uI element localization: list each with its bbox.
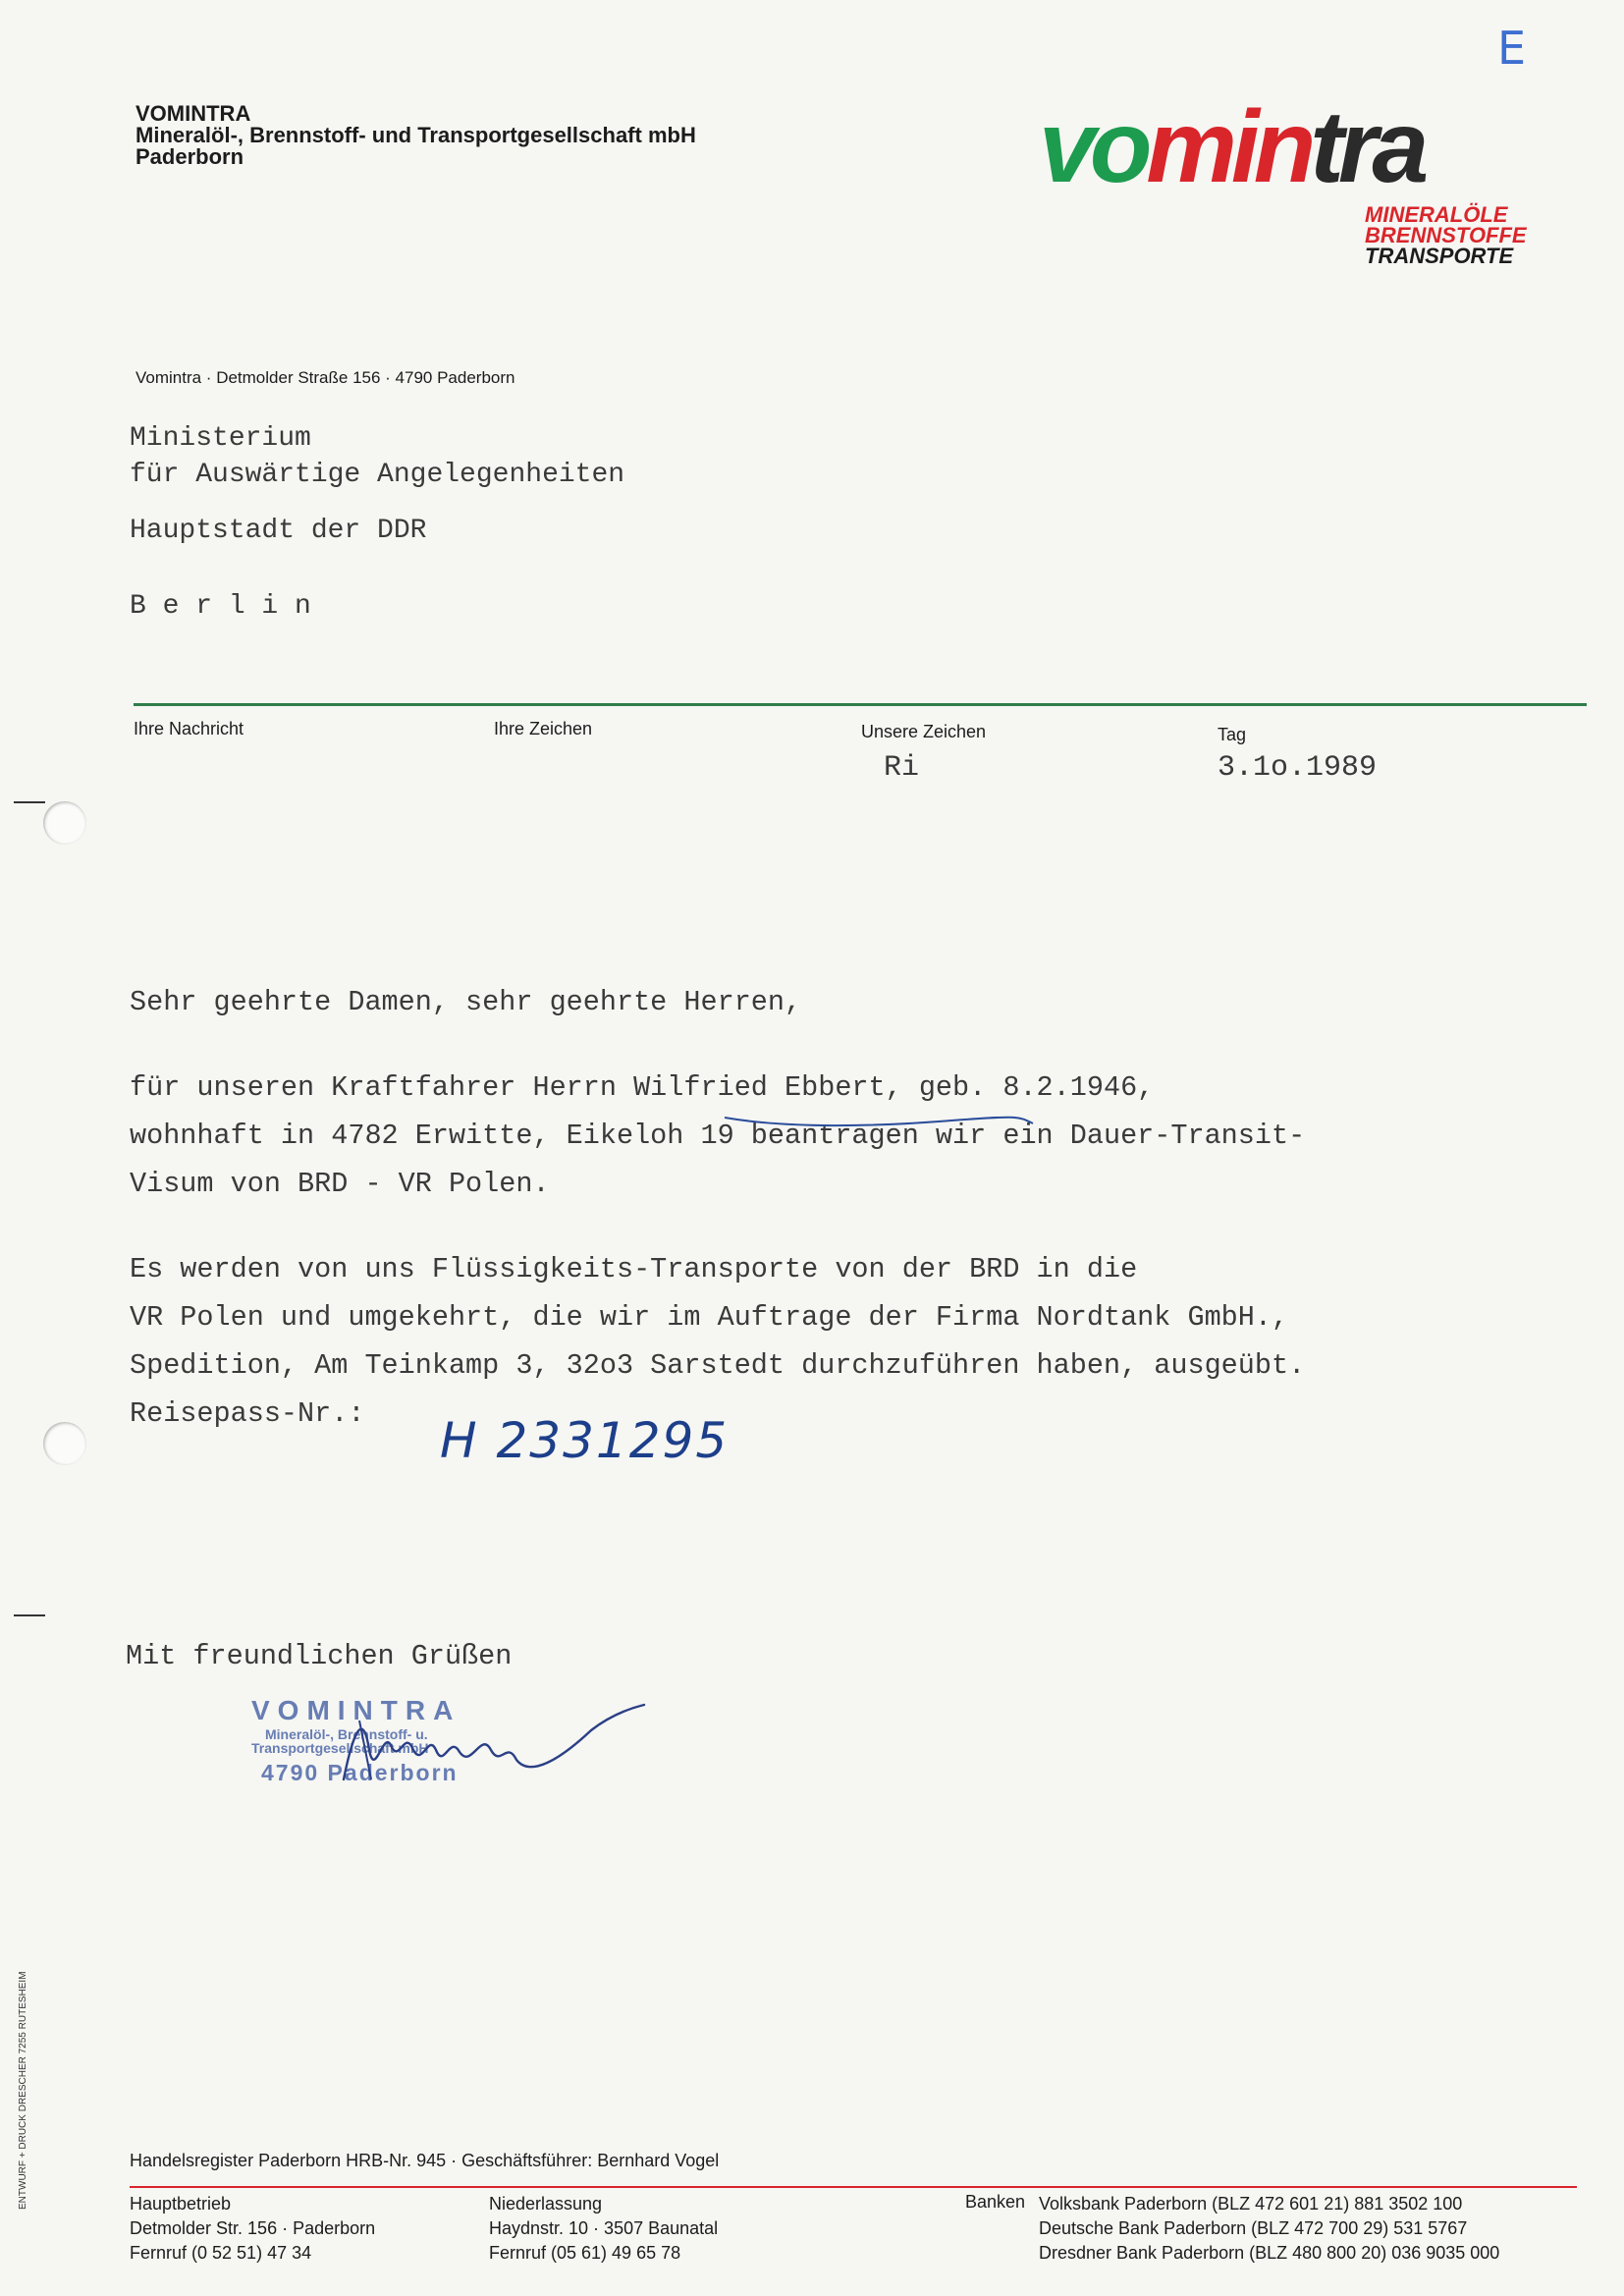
- fold-mark: [14, 801, 45, 803]
- handwritten-signature: [334, 1691, 648, 1799]
- recipient-line-3: Hauptstadt der DDR: [130, 516, 427, 546]
- logo-tag-mineraloele: MINERALÖLE: [1365, 202, 1508, 227]
- company-name: VOMINTRA: [135, 101, 251, 126]
- tag-value: 3.1o.1989: [1218, 751, 1378, 785]
- handwritten-mark: E: [1497, 22, 1527, 75]
- stamp-line-1: VOMINTRA: [251, 1695, 461, 1725]
- unsere-zeichen-label: Unsere Zeichen: [861, 722, 987, 741]
- bank-3: Dresdner Bank Paderborn (BLZ 480 800 20) 036 9035 000: [1039, 2243, 1500, 2263]
- stamp-line-3: Transportgesellschaft mbH: [251, 1740, 429, 1756]
- hq-phone: Fernruf (0 52 51) 47 34: [130, 2243, 312, 2263]
- headquarters-block: [130, 2192, 375, 2266]
- logo-tagline: [1365, 204, 1527, 266]
- recipient-line-4: B e r l i n: [130, 591, 311, 622]
- branch-title: Niederlassung: [489, 2194, 603, 2214]
- recipient-address: [130, 420, 624, 625]
- paragraph-2-line-3: Spedition, Am Teinkamp 3, 32o3 Sarstedt durchzuführen haben, ausgeübt.: [130, 1349, 1306, 1382]
- company-letterhead: [135, 103, 696, 168]
- banks-label: Banken: [965, 2192, 1026, 2212]
- tag-label: Tag: [1218, 725, 1247, 744]
- branch-phone: Fernruf (05 61) 49 65 78: [489, 2243, 681, 2263]
- paragraph-1-line-3: Visum von BRD - VR Polen.: [130, 1168, 550, 1200]
- recipient-line-1: Ministerium: [130, 423, 311, 454]
- logo-part-min: min: [1146, 90, 1311, 204]
- logo-part-vo: vo: [1039, 90, 1147, 204]
- hq-title: Hauptbetrieb: [130, 2194, 232, 2214]
- bank-1: Volksbank Paderborn (BLZ 472 601 21) 881 3502 100: [1039, 2194, 1463, 2214]
- branch-address: Haydnstr. 10 · 3507 Baunatal: [489, 2218, 719, 2238]
- bank-2: Deutsche Bank Paderborn (BLZ 472 700 29) 531 5767: [1039, 2218, 1468, 2238]
- passport-label: Reisepass-Nr.:: [130, 1397, 365, 1430]
- logo-tag-brennstoffe: BRENNSTOFFE: [1365, 223, 1527, 247]
- logo-tag-transporte: TRANSPORTE: [1365, 244, 1514, 268]
- stamp-line-4: 4790 Paderborn: [261, 1760, 459, 1785]
- salutation: Sehr geehrte Damen, sehr geehrte Herren,: [130, 986, 802, 1018]
- ihre-zeichen-label: Ihre Zeichen: [494, 719, 593, 738]
- paragraph-1-line-1: für unseren Kraftfahrer Herrn Wilfried Ebbert, geb. 8.2.1946,: [130, 1071, 1155, 1104]
- paragraph-1-line-2: wohnhaft in 4782 Erwitte, Eikeloh 19 beantragen wir ein Dauer-Transit-: [130, 1120, 1306, 1152]
- fold-mark: [14, 1614, 45, 1616]
- logo-part-tra: tra: [1310, 90, 1424, 204]
- vomintra-logo: [1039, 90, 1424, 204]
- punch-hole: [43, 1422, 86, 1465]
- company-city: Paderborn: [135, 144, 244, 169]
- handwritten-underline: [723, 1112, 1035, 1129]
- paragraph-2-line-2: VR Polen und umgekehrt, die wir im Auftrage der Firma Nordtank GmbH.,: [130, 1301, 1289, 1334]
- hq-address: Detmolder Str. 156 · Paderborn: [130, 2218, 376, 2238]
- sender-address-line: Vomintra · Detmolder Straße 156 · 4790 Paderborn: [135, 368, 515, 387]
- paragraph-2-line-1: Es werden von uns Flüssigkeits-Transporte von der BRD in die: [130, 1253, 1138, 1285]
- unsere-zeichen-value: Ri: [884, 751, 920, 785]
- punch-hole: [43, 801, 86, 845]
- reference-divider: [134, 703, 1587, 706]
- stamp-line-2: Mineralöl-, Brennstoff- u.: [265, 1726, 428, 1742]
- recipient-line-2: für Auswärtige Angelegenheiten: [130, 460, 625, 490]
- footer-divider: [130, 2186, 1577, 2188]
- commercial-register: Handelsregister Paderborn HRB-Nr. 945 · Geschäftsführer: Bernhard Vogel: [130, 2151, 720, 2170]
- printer-imprint: ENTWURF + DRUCK DRESCHER 7255 RUTESHEIM: [18, 1971, 28, 2210]
- passport-number-handwritten: H 2331295: [440, 1412, 730, 1469]
- banks-block: [1039, 2192, 1499, 2266]
- closing-greeting: Mit freundlichen Grüßen: [126, 1640, 513, 1672]
- branch-block: [489, 2192, 718, 2266]
- company-full-name: Mineralöl-, Brennstoff- und Transportgesellschaft mbH: [135, 123, 696, 147]
- ihre-nachricht-label: Ihre Nachricht: [134, 719, 244, 738]
- letter-body: [130, 978, 1563, 1438]
